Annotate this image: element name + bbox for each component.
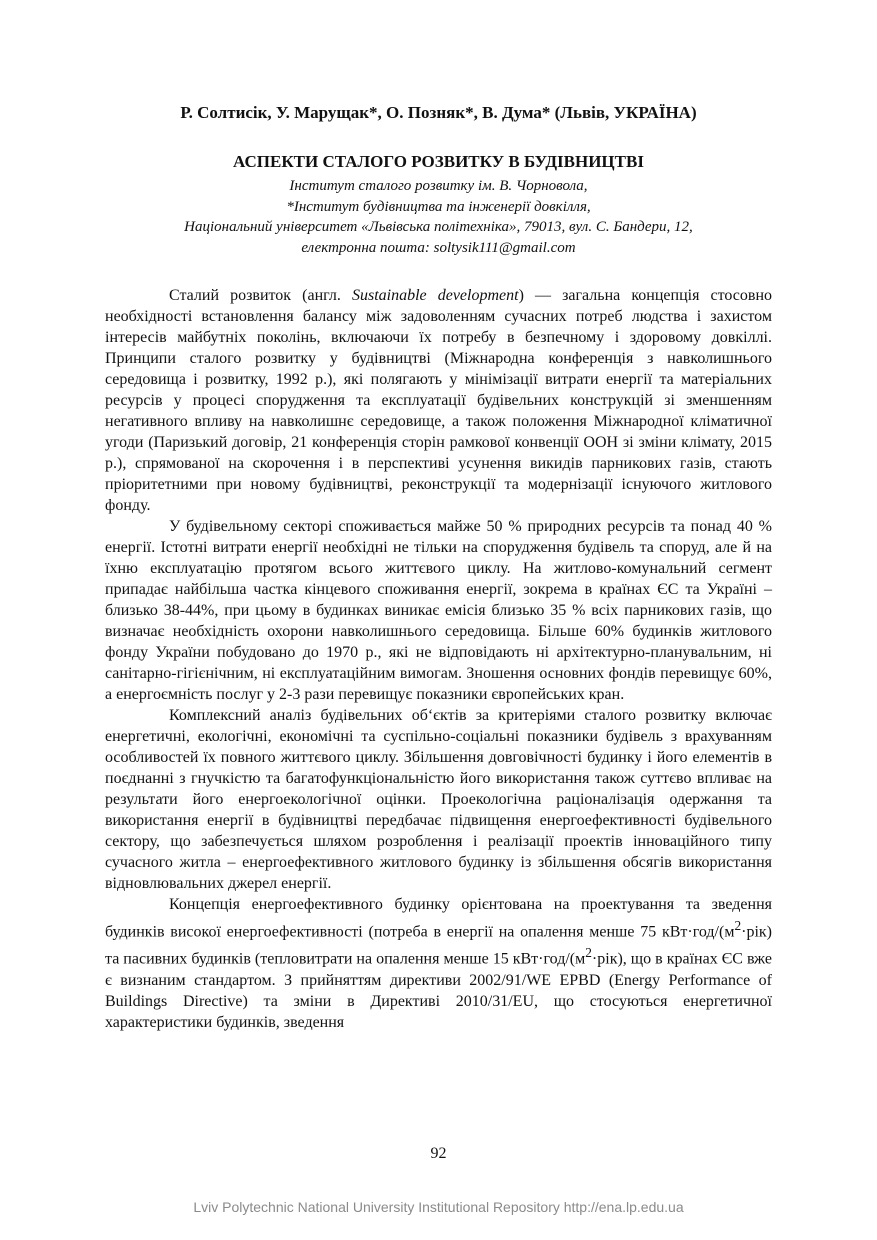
paragraph-2: У будівельному секторі споживається майже 50 % природних ресурсів та понад 40 % енергії. Істотні витрати енергії необхідні не тільки на спорудження будівель та споруд, але й на їхню експлуатацію протягом всього життєвого циклу. На житлово-комунальний сегмент припадає найбільша частка кінцевого споживання енергії, зокрема в країнах ЄС та Україні – близько 38-44%, при цьому в будинках виникає емісія близько 35 % всіх парникових газів, що визначає необхідність охорони навколишнього середовища. Більше 60% будинків житлового фонду України побудовано до 1970 р., які не відповідають ні архітектурно-планувальним, ні санітарно-гігієнічним, ні експлуатаційним вимогам. Зношення основних фондів перевищує 60%, а енергоємність послуг у 2-3 рази перевищує показники європейських кран.	[105, 518, 772, 703]
paragraph-3: Комплексний аналіз будівельних об‘єктів за критеріями сталого розвитку включає енергетичні, екологічні, економічні та суспільно-соціальні показники будівель з врахуванням особливостей їх повного життєвого циклу. Збільшення довговічності будинку і його елементів в поєднанні з гнучкістю та багатофункціональністю його використання також суттєво впливає на результати його енергоекологічної оцінки. Проекологічна раціоналізація одержання та використання енергії в будівництві передбачає підвищення енергоефективності будівельного сектору, що забезпечується шляхом розроблення і реалізації проектів інноваційного типу сучасного житла – енергоефективного житлового будинку із збільшення обсягів використання відновлювальних джерел енергії.	[105, 707, 772, 892]
affiliation-line: *Інститут будівництва та інженерії довкілля,	[286, 198, 591, 215]
page-number: 92	[430, 1145, 447, 1162]
superscript: 2	[734, 918, 742, 933]
term-english: Sustainable development	[351, 287, 519, 304]
affiliations	[0, 176, 877, 258]
paragraph-1: Сталий розвиток (англ. Sustainable development) — загальна концепція стосовно необхідності встановлення балансу між задоволенням сучасних потреб людства і захистом інтересів майбутніх поколінь, включаючи їх потребу в безпечному і здоровому довкіллі. Принципи сталого розвитку у будівництві (Міжнародна конференція з навколишнього середовища і розвитку, 1992 р.), які полягають у мінімізації витрати енергії та матеріальних ресурсів у процесі спорудження та експлуатації будівельних конструкцій зі зменшенням негативного впливу на навколишнє середовище, а також положення Міжнародної кліматичної угоди (Паризький договір, 21 конференція сторін рамкової конвенції ООН зі зміни клімату, 2015 р.), спрямованої на скорочення і в перспективі усунення викидів парникових газів, стають пріоритетними при новому будівництві, реконструкції та модернізації існуючого житлового фонду.	[105, 287, 773, 514]
email-line: електронна пошта: soltysik111@gmail.com	[301, 239, 576, 256]
paragraph-4: Концепція енергоефективного будинку орієнтована на проектування та зведення будинків високої енергоефективності (потреба в енергії на опалення менше 75 $кВт\cdot год/(м^2\cdot рік)$ та пасивних будинків (тепловитрати на опалення менше 15 $кВт\cdot год/(м^2\cdot рік)$, що в країнах ЄС вже є визнаним стандартом. З прийняттям директиви 2002/91/WE EPBD (Energy Performance of Buildings Directive) та зміни в Директиві 2010/31/EU, що стосуються енергетичної характеристики будинків, зведення	[105, 896, 772, 1031]
affiliation-line: Інститут сталого розвитку ім. В. Чорновола,	[289, 178, 588, 194]
authors-line: Р. Солтисік, У. Марущак*, О. Позняк*, В. Дума* (Львів, УКРАЇНА)	[180, 103, 697, 122]
repository-footer: Lviv Polytechnic National University Institutional Repository http://ena.lp.edu.ua	[193, 1199, 684, 1215]
affiliation-line: Національний університет «Львівська політехніка», 79013, вул. С. Бандери, 12,	[184, 219, 693, 235]
paper-title: АСПЕКТИ СТАЛОГО РОЗВИТКУ В БУДІВНИЦТВІ	[233, 152, 644, 171]
superscript: 2	[585, 945, 592, 961]
body-text	[105, 285, 772, 1033]
